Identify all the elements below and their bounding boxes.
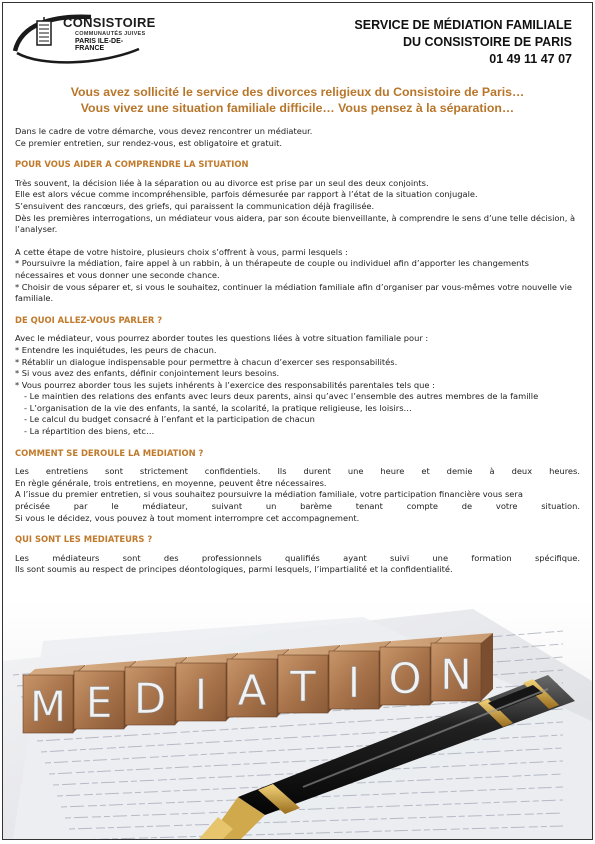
service-subtitle: DU CONSISTOIRE DE PARIS (402, 35, 572, 49)
block-letter: I (347, 658, 361, 707)
consistoire-logo (11, 11, 156, 67)
bullet-item: * Poursuivre la médiation, faire appel à un rabbin, à un thérapeute de couple ou individuel afin d’apporter les changements nécessaires et vous donner une seconde chance. (15, 258, 530, 280)
paragraph: Si vous le décidez, vous pouvez à tout moment interrompre cet accompagnement. (15, 512, 360, 523)
service-phone: 01 49 11 47 07 (489, 52, 572, 66)
sub-item: - Le maintien des relations des enfants avec leurs deux parents, ainsi qu’avec l’ensemble des autres membres de la famille (24, 391, 539, 402)
paragraph: S’ensuivent des rancœurs, des griefs, qui paraissent la communication déjà fragilisée. (15, 200, 375, 211)
block-letter: A (237, 666, 267, 715)
flyer-page (2, 2, 593, 840)
block-letter: N (440, 650, 472, 699)
section-title-comprendre: POUR VOUS AIDER A COMPRENDRE LA SITUATION (15, 159, 249, 170)
section-title-parler: DE QUOI ALLEZ-VOUS PARLER ? (15, 314, 163, 325)
sub-item: - La répartition des biens, etc… (24, 426, 155, 437)
letter-block (431, 633, 493, 701)
paragraph: Les entretiens sont strictement confidentiels. Ils durent une heure et demie à deux heures. (15, 466, 580, 477)
section-title-mediateurs: QUI SONT LES MEDIATEURS ? (15, 534, 153, 545)
logo-name: CONSISTOIRE (63, 15, 156, 30)
intro-line-2: Vous vivez une situation familiale difficile… Vous pensez à la séparation… (80, 101, 515, 115)
paragraph: Les médiateurs sont des professionnels qualifiés ayant suivi une formation spécifique. (15, 552, 580, 563)
bullet-item: * Choisir de vous séparer et, si vous le souhaitez, continuer la médiation familiale afin d’organiser par vous-mêmes votre nouvelle vie familiale. (15, 281, 572, 304)
service-title: SERVICE DE MÉDIATION FAMILIALE (354, 18, 572, 32)
opening-line-1: Dans le cadre de votre démarche, vous devez rencontrer un médiateur. (15, 126, 313, 136)
logo-region: PARIS ILE-DE-FRANCE (75, 38, 124, 52)
paragraph: Elle est alors vécue comme incompréhensible, parfois démesurée par rapport à l’état de la situation conjugale. (15, 189, 478, 200)
bullet-item: * Rétablir un dialogue indispensable pour permettre à chacun d’exercer ses responsabilités. (15, 356, 398, 367)
block-letter: T (290, 662, 316, 711)
mediation-photo (3, 601, 592, 839)
opening-line-2: Ce premier entretien, sur rendez-vous, est obligatoire et gratuit. (15, 137, 283, 148)
mediation-blocks-illustration (3, 601, 592, 839)
block-letter: I (194, 670, 208, 719)
service-header (354, 17, 572, 68)
paragraph: Ils sont soumis au respect de principes déontologiques, parmi lesquels, l’impartialité et la confidentialité. (15, 564, 453, 575)
paragraph: En règle générale, trois entretiens, en moyenne, peuvent être nécessaires. (15, 477, 327, 488)
block-letter: E (85, 678, 113, 727)
bullet-item: * Entendre les inquiétudes, les peurs de chacun. (15, 344, 217, 355)
paragraph: A cette étape de votre histoire, plusieurs choix s’offrent à vous, parmi lesquels : (15, 246, 348, 257)
intro-line-1: Vous avez sollicité le service des divorces religieux du Consistoire de Paris… (70, 85, 525, 99)
section-title-deroulement: COMMENT SE DEROULE LA MEDIATION ? (15, 447, 204, 458)
paragraph: Avec le médiateur, vous pourrez aborder toutes les questions liées à votre situation familiale pour : (15, 333, 429, 344)
logo-subtitle: COMMUNAUTÉS JUIVES (75, 31, 146, 37)
body-content (15, 126, 580, 576)
bullet-item: * Si vous avez des enfants, définir conjointement leurs besoins. (15, 368, 280, 379)
block-letter: D (133, 674, 167, 723)
block-letter: O (388, 654, 422, 703)
paragraph: Très souvent, la décision liée à la séparation ou au divorce est prise par un seul des deux conjoints. (15, 177, 429, 188)
intro-heading (23, 84, 572, 116)
sub-item: - Le calcul du budget consacré à l’enfant et la participation de chacun (24, 414, 315, 425)
bullet-item: * Vous pourrez aborder tous les sujets inhérents à l’exercice des responsabilités parentales tels que : (15, 379, 435, 390)
paragraph: A l’issue du premier entretien, si vous souhaitez poursuivre la médiation familiale, votre participation financière vous sera (15, 489, 523, 500)
paragraph: précisée par le médiateur, suivant un barème tenant compte de votre situation. (15, 501, 580, 512)
sub-item: - L’organisation de la vie des enfants, la santé, la scolarité, la pratique religieuse, les loisirs… (24, 402, 412, 413)
block-letter: M (29, 682, 67, 731)
paragraph: Dès les premières interrogations, un médiateur vous aidera, par son écoute bienveillante, à comprendre le sens d’une telle décision, à l’analyser. (15, 212, 576, 235)
